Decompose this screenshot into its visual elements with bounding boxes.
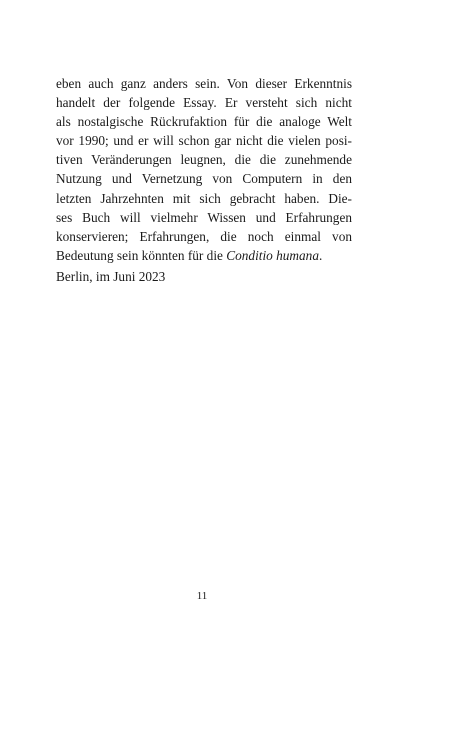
paragraph-line-1: eben auch ganz anders sein. Von dieser Erkenntnis	[56, 76, 352, 91]
last-line-italic-term: Conditio humana	[226, 247, 319, 263]
paragraph-line-10	[56, 246, 352, 265]
paragraph-line-6: Nutzung und Vernetzung von Computern in den	[56, 171, 352, 187]
essay-paragraph	[56, 74, 352, 265]
place-date-signature: Berlin, im Juni 2023	[56, 269, 166, 284]
paragraph-line-4: vor 1990; und er will schon gar nicht die vielen posi-	[56, 133, 352, 149]
last-line-suffix: .	[318, 247, 323, 263]
last-line-prefix: Bedeutung sein könnten für die	[56, 247, 227, 263]
paragraph-line-9: konservieren; Erfahrungen, die noch einmal von	[56, 228, 352, 244]
paragraph-line-2: handelt der folgende Essay. Er versteht sich nicht	[56, 95, 352, 111]
paragraph-line-8: ses Buch will vielmehr Wissen und Erfahrungen	[56, 209, 352, 225]
paragraph-line-3: als nostalgische Rückrufaktion für die analoge Welt	[56, 114, 352, 130]
paragraph-line-5: tiven Veränderungen leugnen, die die zunehmende	[56, 152, 352, 168]
page-number: 11	[196, 590, 208, 602]
paragraph-line-7: letzten Jahrzehnten mit sich gebracht haben. Die-	[56, 190, 352, 206]
